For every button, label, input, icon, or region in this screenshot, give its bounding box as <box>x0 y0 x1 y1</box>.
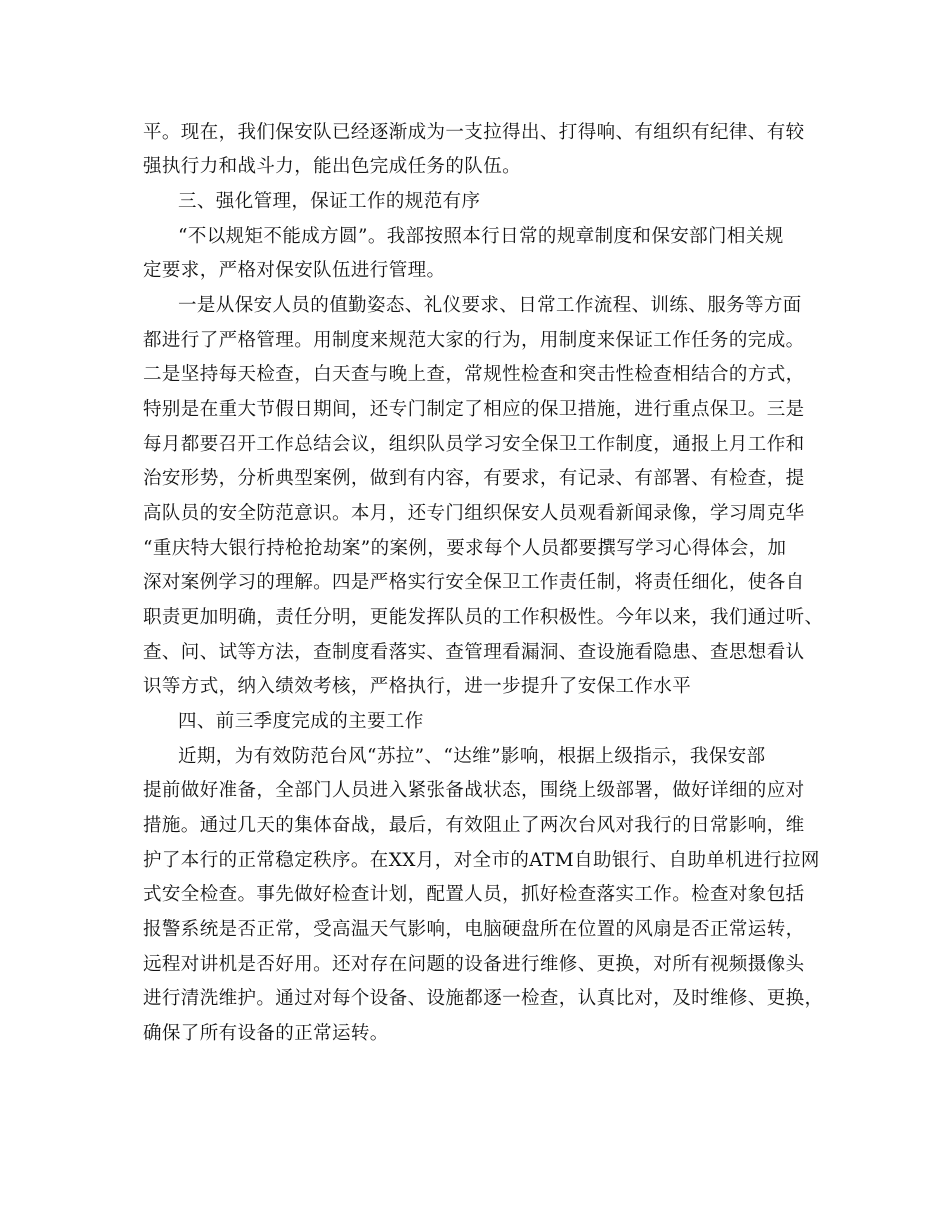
text-line: 高队员的安全防范意识。本月，还专门组织保安人员观看新闻录像，学习周克华 <box>143 503 805 524</box>
text-line: 二是坚持每天检查，白天查与晚上查，常规性检查和突击性检查相结合的方式， <box>143 364 805 385</box>
text-line: 都进行了严格管理。用制度来规范大家的行为，用制度来保证工作任务的完成。 <box>143 330 805 351</box>
text-line: 近期，为有效防范台风“苏拉”、“达维”影响，根据上级指示，我保安部 <box>178 746 766 767</box>
text-line: 进行清洗维护。通过对每个设备、设施都逐一检查，认真比对，及时维修、更换， <box>143 988 824 1009</box>
text-line: 一是从保安人员的值勤姿态、礼仪要求、日常工作流程、训练、服务等方面 <box>178 295 802 316</box>
text-line: 报警系统是否正常，受高温天气影响，电脑硬盘所在位置的风扇是否正常运转， <box>143 919 805 940</box>
text-line: 确保了所有设备的正常运转。 <box>143 1023 389 1044</box>
section-heading: 三、强化管理，保证工作的规范有序 <box>178 191 481 212</box>
text-line: 职责更加明确，责任分明，更能发挥队员的工作积极性。今年以来，我们通过听、 <box>143 607 824 628</box>
text-line: 平。现在，我们保安队已经逐渐成为一支拉得出、打得响、有组织有纪律、有较 <box>143 122 805 143</box>
text-line: 定要求，严格对保安队伍进行管理。 <box>143 260 446 281</box>
text-line: 查、问、试等方法，查制度看落实、查管理看漏洞、查设施看隐患、查思想看认 <box>143 642 805 663</box>
section-heading: 四、前三季度完成的主要工作 <box>178 711 424 732</box>
text-line: 识等方式，纳入绩效考核，严格执行，进一步提升了安保工作水平 <box>143 676 692 697</box>
text-line: “重庆特大银行持枪抢劫案”的案例，要求每个人员都要撰写学习心得体会，加 <box>143 538 787 559</box>
text-line: 治安形势，分析典型案例，做到有内容，有要求，有记录、有部署、有检查，提 <box>143 468 805 489</box>
text-line: 强执行力和战斗力，能出色完成任务的队伍。 <box>143 156 522 177</box>
text-line: 提前做好准备，全部门人员进入紧张备战状态，围绕上级部署，做好详细的应对 <box>143 780 805 801</box>
text-line: 式安全检查。事先做好检查计划，配置人员，抓好检查落实工作。检查对象包括 <box>143 884 805 905</box>
text-line: 远程对讲机是否好用。还对存在问题的设备进行维修、更换，对所有视频摄像头 <box>143 954 805 975</box>
text-line: 深对案例学习的理解。四是严格实行安全保卫工作责任制，将责任细化，使各自 <box>143 572 805 593</box>
text-line: 每月都要召开工作总结会议，组织队员学习安全保卫工作制度，通报上月工作和 <box>143 434 805 455</box>
text-line: “不以规矩不能成方圆”。我部按照本行日常的规章制度和保安部门相关规 <box>178 226 784 247</box>
text-line: 特别是在重大节假日期间，还专门制定了相应的保卫措施，进行重点保卫。三是 <box>143 399 805 420</box>
text-line: 护了本行的正常稳定秩序。在XX月，对全市的ATM自助银行、自助单机进行拉网 <box>143 850 820 871</box>
text-line: 措施。通过几天的集体奋战，最后，有效阻止了两次台风对我行的日常影响，维 <box>143 815 805 836</box>
